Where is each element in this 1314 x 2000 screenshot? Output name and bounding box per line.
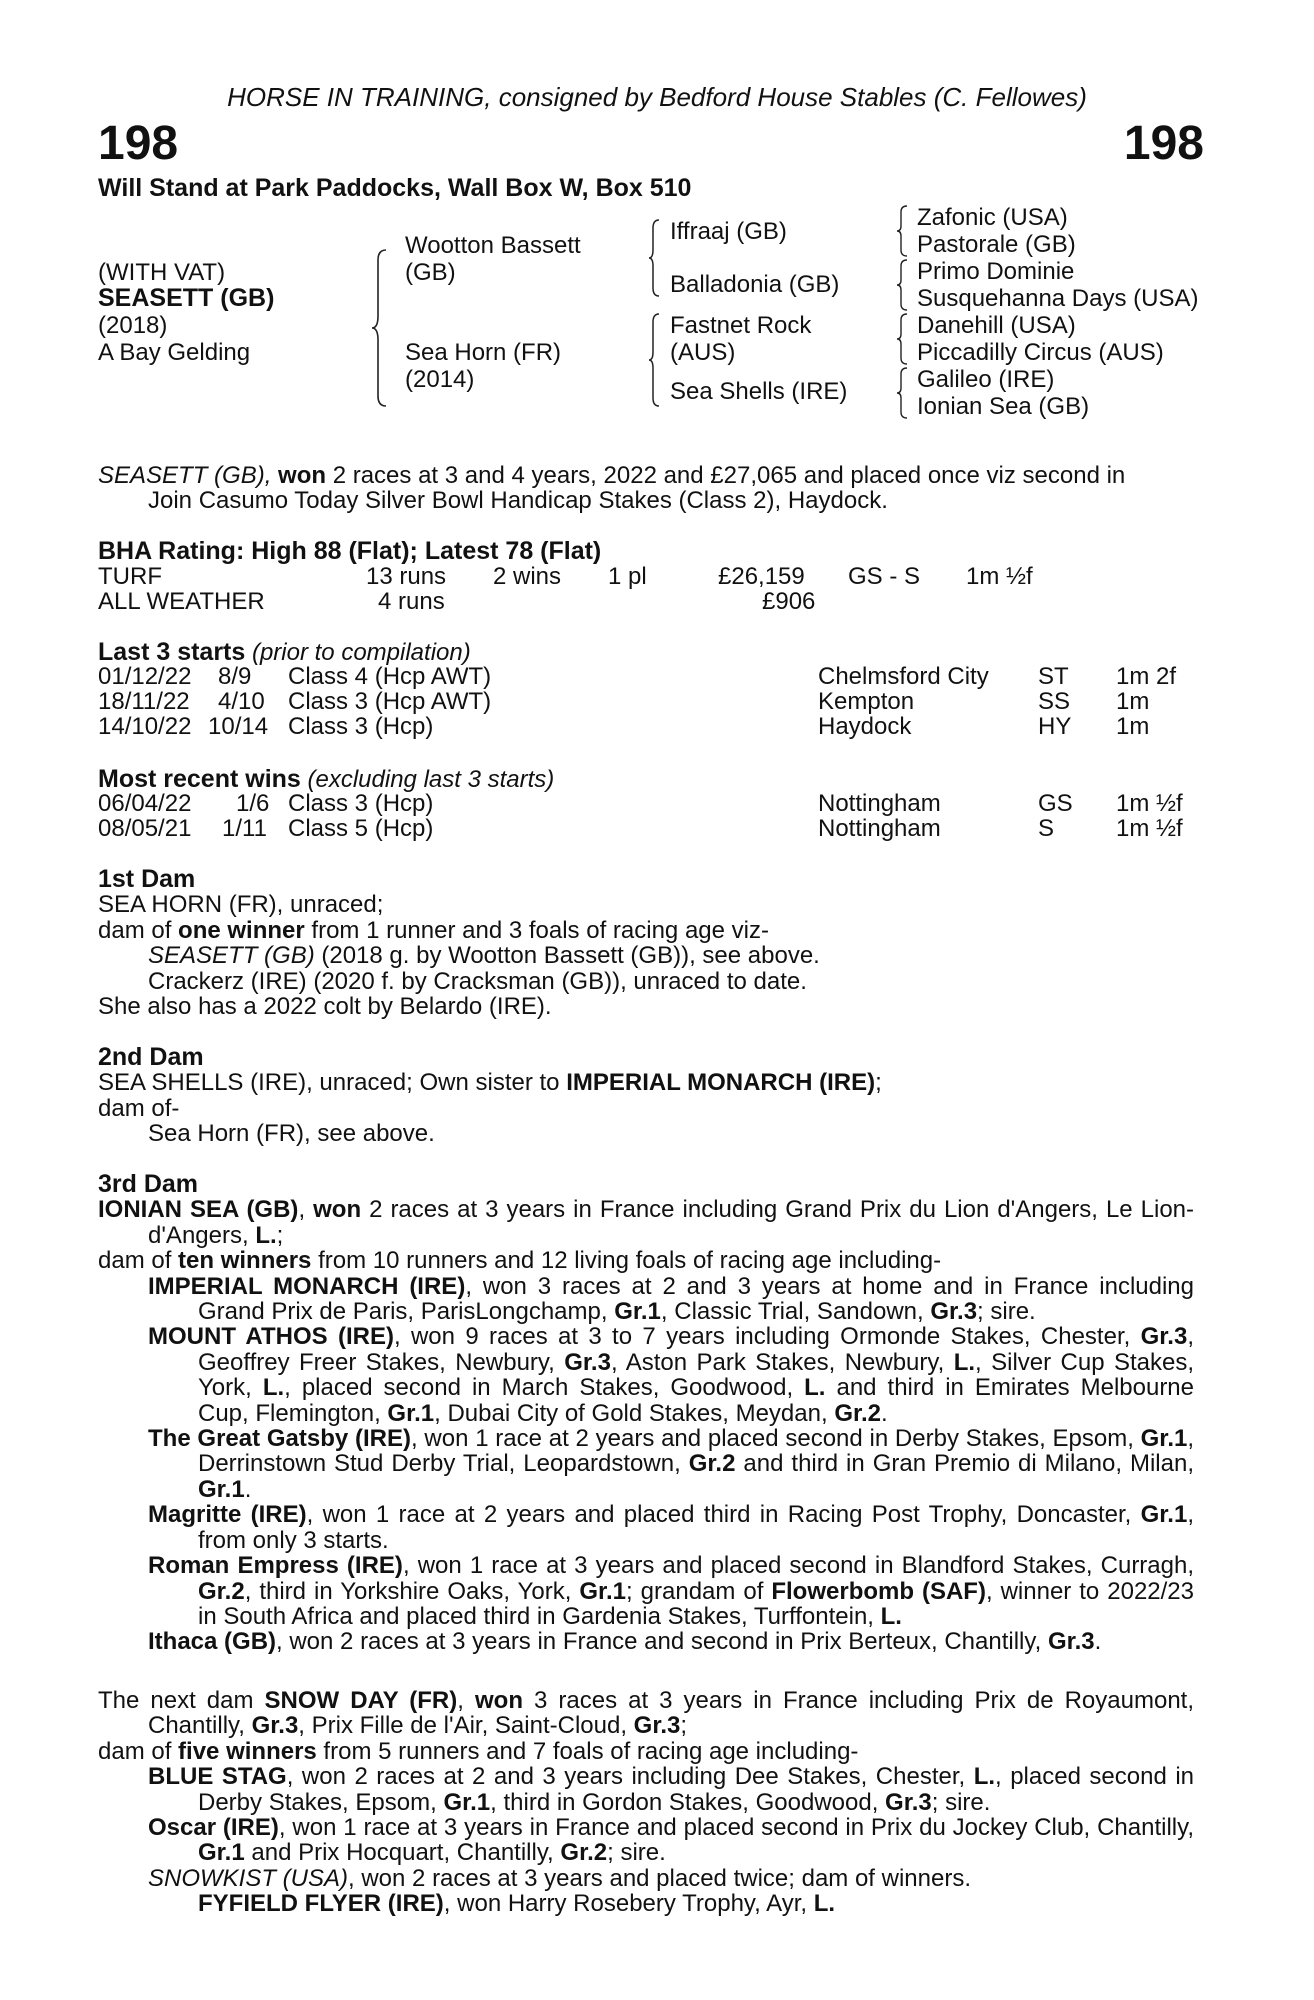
grade: Gr.3 bbox=[564, 1348, 611, 1376]
race-distance: 1m bbox=[1116, 688, 1150, 715]
race-going: S bbox=[1038, 815, 1055, 842]
second-dam-section bbox=[98, 1045, 1194, 1147]
race-going: SS bbox=[1038, 688, 1071, 715]
summary-horse-name: SEASETT (GB), bbox=[98, 462, 272, 489]
horse-name-bold: FYFIELD FLYER (IRE) bbox=[198, 1890, 444, 1918]
text: ; grandam of bbox=[626, 1577, 772, 1605]
gen3-sire-dam-sire: Primo Dominie bbox=[917, 258, 1075, 285]
summary-text-2: Join Casumo Today Silver Bowl Handicap Stakes (Class 2), Haydock. bbox=[148, 487, 888, 515]
text: , placed second in Derby Stakes, Epsom, bbox=[198, 1763, 1194, 1816]
race-distance: 1m bbox=[1116, 713, 1150, 740]
last3-row bbox=[98, 663, 1218, 688]
text: ; bbox=[276, 1221, 284, 1249]
big-brace bbox=[370, 248, 390, 408]
race-course: Nottingham bbox=[818, 790, 941, 817]
turf-prize: £26,159 bbox=[718, 563, 805, 590]
race-course: Chelmsford City bbox=[818, 663, 989, 690]
grade: Gr.3 bbox=[885, 1788, 932, 1816]
summary-won: won bbox=[278, 462, 327, 489]
grade: L. bbox=[255, 1221, 277, 1249]
text: , won 1 race at 2 years and placed second in Derby Stakes, Epsom, bbox=[411, 1425, 1141, 1453]
text: 3 races at 3 years in France including Prix de Royaumont, Chantilly, bbox=[148, 1687, 1194, 1740]
brace-3c bbox=[895, 312, 909, 366]
grade: Gr.1 bbox=[198, 1475, 245, 1503]
progeny-line: Crackerz (IRE) (2020 f. by Cracksman (GB)), unraced to date. bbox=[148, 967, 807, 995]
grade: Gr.3 bbox=[1140, 1323, 1188, 1351]
recent-wins-title: Most recent wins bbox=[98, 765, 301, 793]
sire-brace bbox=[647, 218, 661, 298]
grade: Gr.1 bbox=[198, 1839, 245, 1867]
brace-3d bbox=[895, 366, 909, 420]
horse-name-bold: Oscar (IRE) bbox=[148, 1814, 279, 1842]
horse-name-bold: Ithaca (GB) bbox=[148, 1628, 277, 1656]
text: . bbox=[244, 1475, 252, 1503]
sire-country: (GB) bbox=[405, 259, 456, 286]
dam-name: Sea Horn (FR) bbox=[405, 339, 562, 366]
stand-location: Will Stand at Park Paddocks, Wall Box W, Box 510 bbox=[98, 174, 692, 202]
text: , won 1 race at 3 years and placed second in Blandford Stakes, Curragh, bbox=[402, 1552, 1195, 1580]
text: , third in Gordon Stakes, Goodwood, bbox=[490, 1788, 886, 1816]
last3-title: Last 3 starts bbox=[98, 638, 246, 666]
text: from 1 runner and 3 foals of racing age viz- bbox=[304, 916, 769, 944]
racing-summary bbox=[98, 463, 1194, 514]
consignment-line: HORSE IN TRAINING, consigned by Bedford House Stables (C. Fellowes) bbox=[227, 82, 1087, 112]
turf-row bbox=[98, 563, 1218, 588]
last3-row bbox=[98, 713, 1218, 738]
race-class: Class 3 (Hcp AWT) bbox=[288, 688, 492, 715]
grade: Gr.1 bbox=[443, 1788, 491, 1816]
grade: Gr.3 bbox=[930, 1298, 978, 1326]
text: . bbox=[1094, 1628, 1102, 1656]
first-dam-line: SEA HORN (FR), unraced; bbox=[98, 891, 384, 919]
grade: Gr.1 bbox=[387, 1399, 435, 1427]
dam-dam: Sea Shells (IRE) bbox=[670, 378, 848, 405]
last3-note: (prior to compilation) bbox=[251, 639, 471, 666]
gen3-dam-sire-dam: Piccadilly Circus (AUS) bbox=[917, 339, 1164, 366]
text: , won 1 race at 3 years in France and placed second in Prix du Jockey Club, Chantilly, bbox=[278, 1814, 1194, 1842]
turf-label: TURF bbox=[98, 563, 162, 590]
text: , placed second in March Stakes, Goodwood, bbox=[284, 1374, 805, 1402]
text: , Classic Trial, Sandown, bbox=[660, 1298, 931, 1326]
second-dam-title: 2nd Dam bbox=[98, 1043, 204, 1071]
race-date: 06/04/22 bbox=[98, 790, 192, 817]
sire-name: Wootton Bassett bbox=[405, 232, 581, 259]
text: , Derrinstown Stud Derby Trial, Leopardstown, bbox=[198, 1425, 1195, 1478]
race-date: 18/11/22 bbox=[98, 688, 190, 715]
grade: Gr.3 bbox=[633, 1712, 681, 1740]
text: and Prix Hocquart, Chantilly, bbox=[244, 1839, 561, 1867]
gen3-dam-dam-dam: Ionian Sea (GB) bbox=[917, 393, 1090, 420]
turf-going: GS - S bbox=[848, 563, 921, 590]
horse-name-bold: The Great Gatsby (IRE) bbox=[148, 1425, 411, 1453]
text: SEA SHELLS (IRE), unraced; Own sister to bbox=[98, 1069, 567, 1097]
text: , Prix Fille de l'Air, Saint-Cloud, bbox=[298, 1712, 634, 1740]
bha-rating: BHA Rating: High 88 (Flat); Latest 78 (Flat) bbox=[98, 537, 602, 565]
horse-name-bold: BLUE STAG bbox=[148, 1763, 287, 1791]
grade: Gr.2 bbox=[560, 1839, 608, 1867]
race-course: Kempton bbox=[818, 688, 915, 715]
aw-prize: £906 bbox=[762, 588, 816, 615]
grade: L. bbox=[804, 1374, 826, 1402]
race-date: 08/05/21 bbox=[98, 815, 192, 842]
grade: L. bbox=[880, 1602, 902, 1630]
text: , won 2 races at 2 and 3 years including Dee Stakes, Chester, bbox=[286, 1763, 974, 1791]
race-going: ST bbox=[1038, 663, 1069, 690]
recent-win-row bbox=[98, 815, 1218, 840]
text: , bbox=[457, 1687, 475, 1714]
text: and third in Emirates Melbourne Cup, Flemington, bbox=[198, 1374, 1195, 1427]
race-position: 8/9 bbox=[218, 663, 252, 690]
text: ; bbox=[875, 1069, 882, 1097]
horse-name-bold: IMPERIAL MONARCH (IRE) bbox=[148, 1272, 466, 1300]
horse-name-bold: SNOW DAY (FR) bbox=[264, 1687, 458, 1714]
vat-note: (WITH VAT) bbox=[98, 259, 226, 286]
recent-win-row bbox=[98, 790, 1218, 815]
text: , Geoffrey Freer Stakes, Newbury, bbox=[198, 1323, 1194, 1376]
race-class: Class 4 (Hcp AWT) bbox=[288, 663, 492, 690]
grade: Gr.3 bbox=[251, 1712, 299, 1740]
foaling-year: (2018) bbox=[98, 312, 168, 339]
progeny-line: Sea Horn (FR), see above. bbox=[148, 1120, 435, 1148]
text: , from only 3 starts. bbox=[198, 1501, 1194, 1554]
progeny-name: SEASETT (GB) bbox=[148, 942, 315, 970]
grade: L. bbox=[813, 1890, 836, 1918]
horse-name: SEASETT (GB) bbox=[98, 284, 275, 312]
text: ; bbox=[680, 1712, 688, 1740]
grade: Gr.2 bbox=[198, 1577, 245, 1605]
text: , third in Yorkshire Oaks, York, bbox=[244, 1577, 580, 1605]
race-class: Class 3 (Hcp) bbox=[288, 790, 434, 817]
third-dam-section bbox=[98, 1172, 1194, 1655]
sire-sire: Iffraaj (GB) bbox=[670, 218, 787, 245]
second-dam-damof: dam of- bbox=[98, 1094, 180, 1122]
race-position: 10/14 bbox=[208, 713, 269, 740]
winners-count: ten winners bbox=[178, 1247, 312, 1275]
lot-number-right: 198 bbox=[1123, 117, 1204, 170]
grade: L. bbox=[953, 1348, 976, 1376]
race-position: 1/11 bbox=[222, 815, 267, 842]
race-course: Haydock bbox=[818, 713, 912, 740]
gen3-sire-sire-sire: Zafonic (USA) bbox=[917, 204, 1068, 231]
summary-text-1: 2 races at 3 and 4 years, 2022 and £27,065 and placed once viz second in bbox=[326, 462, 1126, 489]
gen3-dam-dam-sire: Galileo (IRE) bbox=[917, 366, 1055, 393]
horse-name-bold: Magritte (IRE) bbox=[148, 1501, 307, 1529]
race-distance: 1m ½f bbox=[1116, 790, 1183, 817]
recent-wins-note: (excluding last 3 starts) bbox=[307, 766, 555, 793]
text: from 10 runners and 12 living foals of racing age including- bbox=[311, 1247, 942, 1275]
horse-name-bold: MOUNT ATHOS (IRE) bbox=[148, 1323, 394, 1351]
text: , won 3 races at 2 and 3 years at home and in France including Grand Prix de Paris, ParisLongchamp, bbox=[198, 1272, 1194, 1326]
winners-count: five winners bbox=[178, 1737, 317, 1765]
race-going: HY bbox=[1038, 713, 1072, 740]
horse-name-italic: SNOWKIST (USA) bbox=[148, 1864, 349, 1892]
text: . bbox=[881, 1399, 888, 1427]
text: ; sire. bbox=[977, 1298, 1036, 1326]
turf-placed: 1 pl bbox=[608, 563, 647, 590]
text: , won Harry Rosebery Trophy, Ayr, bbox=[443, 1890, 814, 1918]
text: ; sire. bbox=[931, 1788, 991, 1816]
text: 2 races at 3 years in France including Grand Prix du Lion d'Angers, Le Lion-d'Angers, bbox=[148, 1196, 1195, 1249]
grade: Gr.1 bbox=[614, 1298, 661, 1326]
race-date: 14/10/22 bbox=[98, 713, 192, 740]
progeny-detail: (2018 g. by Wootton Bassett (GB)), see above. bbox=[314, 942, 820, 970]
race-position: 4/10 bbox=[218, 688, 265, 715]
grade: Gr.1 bbox=[1140, 1425, 1188, 1453]
text: ; sire. bbox=[607, 1839, 666, 1867]
text: , won 1 race at 2 years and placed third in Racing Post Trophy, Doncaster, bbox=[306, 1501, 1141, 1529]
horse-name-bold: IONIAN SEA (GB) bbox=[98, 1196, 299, 1224]
dam-year: (2014) bbox=[405, 366, 475, 393]
first-dam-note: She also has a 2022 colt by Belardo (IRE). bbox=[98, 993, 552, 1021]
text: , winner to 2022/23 in South Africa and placed third in Gardenia Stakes, Turffontein, bbox=[198, 1577, 1194, 1630]
aw-label: ALL WEATHER bbox=[98, 588, 265, 615]
grade: Gr.1 bbox=[579, 1577, 627, 1605]
winners-count: one winner bbox=[178, 916, 305, 944]
grade: Gr.2 bbox=[688, 1450, 736, 1478]
first-dam-section bbox=[98, 867, 1194, 1019]
brace-3a bbox=[895, 204, 909, 258]
lot-number-left: 198 bbox=[98, 117, 179, 170]
race-class: Class 3 (Hcp) bbox=[288, 713, 434, 740]
grade: L. bbox=[262, 1374, 285, 1402]
grade: Gr.3 bbox=[1047, 1628, 1095, 1656]
brace-3b bbox=[895, 258, 909, 312]
last3-row bbox=[98, 688, 1218, 713]
race-distance: 1m 2f bbox=[1116, 663, 1177, 690]
turf-runs: 13 runs bbox=[366, 563, 447, 590]
text: and third in Gran Premio di Milano, Milan, bbox=[735, 1450, 1195, 1478]
horse-name-bold: Flowerbomb (SAF) bbox=[771, 1577, 986, 1605]
grade: L. bbox=[973, 1763, 996, 1791]
text: , bbox=[298, 1196, 314, 1224]
horse-description: A Bay Gelding bbox=[98, 339, 251, 366]
aw-runs: 4 runs bbox=[378, 588, 445, 615]
dam-brace bbox=[647, 312, 661, 408]
turf-wins: 2 wins bbox=[493, 563, 562, 590]
race-going: GS bbox=[1038, 790, 1073, 817]
grade: Gr.1 bbox=[1140, 1501, 1188, 1529]
text: dam of bbox=[98, 1737, 179, 1765]
race-date: 01/12/22 bbox=[98, 663, 192, 690]
third-dam-title: 3rd Dam bbox=[98, 1170, 199, 1198]
gen3-dam-sire-sire: Danehill (USA) bbox=[917, 312, 1076, 339]
horse-name-bold: IMPERIAL MONARCH (IRE) bbox=[566, 1069, 876, 1097]
text: , Aston Park Stakes, Newbury, bbox=[610, 1348, 954, 1376]
text: , Silver Cup Stakes, York, bbox=[198, 1348, 1195, 1402]
text: from 5 runners and 7 foals of racing age including- bbox=[316, 1737, 859, 1765]
dam-sire: Fastnet Rock bbox=[670, 312, 812, 339]
won-bold: won bbox=[474, 1687, 523, 1714]
sire-dam: Balladonia (GB) bbox=[670, 271, 840, 298]
grade: Gr.2 bbox=[834, 1399, 882, 1427]
gen3-sire-sire-dam: Pastorale (GB) bbox=[917, 231, 1076, 258]
race-distance: 1m ½f bbox=[1116, 815, 1183, 842]
text: dam of bbox=[98, 916, 179, 944]
text: , won 2 races at 3 years in France and second in Prix Berteux, Chantilly, bbox=[276, 1628, 1048, 1656]
won-bold: won bbox=[313, 1196, 362, 1224]
first-dam-title: 1st Dam bbox=[98, 865, 196, 893]
text: , won 9 races at 3 to 7 years including Ormonde Stakes, Chester, bbox=[393, 1323, 1141, 1351]
gen3-sire-dam-dam: Susquehanna Days (USA) bbox=[917, 285, 1199, 312]
race-course: Nottingham bbox=[818, 815, 941, 842]
text: , won 2 races at 3 years and placed twice; dam of winners. bbox=[348, 1864, 971, 1892]
all-weather-row bbox=[98, 588, 1218, 613]
next-dam-section bbox=[98, 1688, 1194, 1917]
race-position: 1/6 bbox=[236, 790, 270, 817]
dam-sire-country: (AUS) bbox=[670, 339, 736, 366]
horse-name-bold: Roman Empress (IRE) bbox=[148, 1552, 403, 1580]
race-class: Class 5 (Hcp) bbox=[288, 815, 434, 842]
text: The next dam bbox=[98, 1687, 265, 1714]
turf-distance: 1m ½f bbox=[966, 563, 1033, 590]
text: , Dubai City of Gold Stakes, Meydan, bbox=[434, 1399, 835, 1427]
text: dam of bbox=[98, 1247, 179, 1275]
